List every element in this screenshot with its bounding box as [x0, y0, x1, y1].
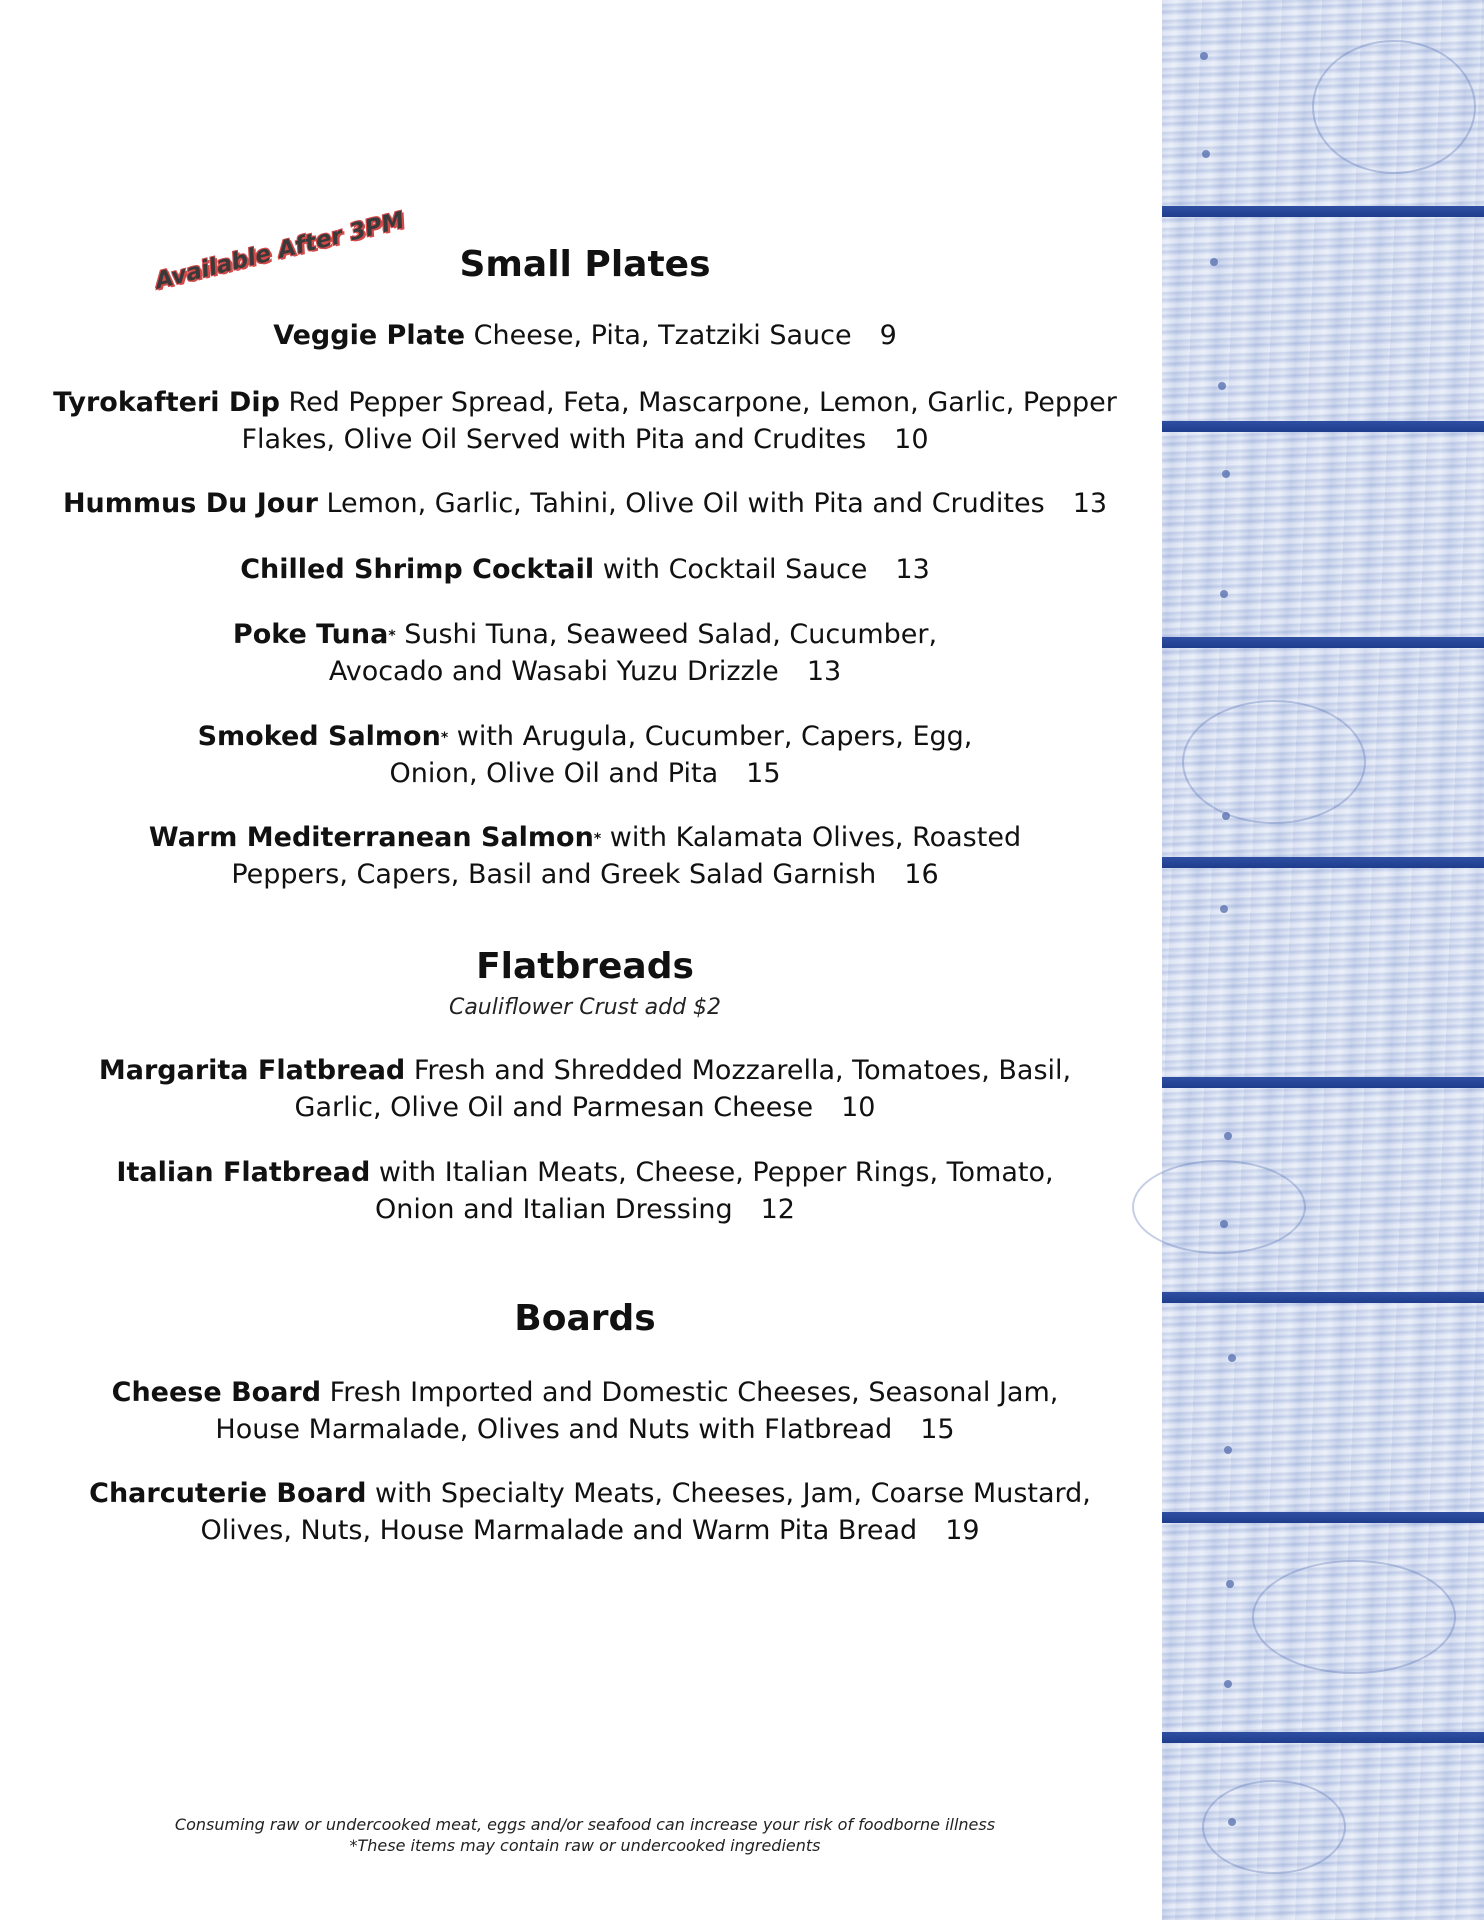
- plank-divider: [1162, 1292, 1484, 1303]
- item-name: Chilled Shrimp Cocktail: [240, 554, 595, 585]
- item-description: with Arugula, Cucumber, Capers, Egg, Onion, Olive Oil and Pita: [389, 721, 973, 789]
- item-description: Lemon, Garlic, Tahini, Olive Oil with Pita and Crudites: [317, 488, 1045, 519]
- item-price: 15: [746, 758, 781, 789]
- section-title-small-plates: Small Plates: [459, 244, 711, 285]
- item-name: Italian Flatbread: [116, 1157, 371, 1188]
- item-name: Poke Tuna: [232, 619, 389, 650]
- menu-item: [80, 1053, 1090, 1126]
- section-title-flatbreads: Flatbreads: [476, 946, 694, 987]
- item-price: 13: [806, 656, 842, 687]
- menu-item: [40, 318, 1130, 355]
- menu-item: [40, 486, 1130, 523]
- item-price: 9: [879, 320, 897, 351]
- plank-divider: [1162, 1732, 1484, 1743]
- menu-item: [85, 1476, 1095, 1549]
- item-description: with Italian Meats, Cheese, Pepper Rings, Tomato, Onion and Italian Dressing: [370, 1157, 1054, 1225]
- section-title-boards: Boards: [514, 1298, 656, 1339]
- item-name: Tyrokafteri Dip: [53, 387, 280, 418]
- plank-divider: [1162, 206, 1484, 217]
- item-price: 10: [894, 424, 929, 455]
- item-description: Fresh and Shredded Mozzarella, Tomatoes, Basil, Garlic, Olive Oil and Parmesan Cheese: [294, 1055, 1072, 1123]
- item-description: with Cocktail Sauce: [594, 554, 868, 585]
- item-name: Hummus Du Jour: [62, 488, 318, 519]
- menu-item: [110, 1155, 1060, 1228]
- footer-line-2: *These items may contain raw or undercooked ingredients: [349, 1836, 821, 1855]
- decorative-wood-panel: [1162, 0, 1484, 1920]
- available-after-3pm-stamp: Available After 3PM: [152, 207, 408, 295]
- plank-divider: [1162, 637, 1484, 648]
- plank-divider: [1162, 857, 1484, 868]
- plank-divider: [1162, 421, 1484, 432]
- menu-item: Smoked Salmon* with Arugula, Cucumber, Capers, Egg, Onion, Olive Oil and Pita 15: [197, 721, 973, 789]
- menu-item: Warm Mediterranean Salmon* with Kalamata Olives, Roasted Peppers, Capers, Basil and Greek Salad Garnish 16: [148, 822, 1022, 890]
- menu-item: [40, 385, 1130, 458]
- plank-divider: [1162, 1512, 1484, 1523]
- plank-divider: [1162, 1077, 1484, 1088]
- item-description: with Kalamata Olives, Roasted Peppers, Capers, Basil and Greek Salad Garnish: [231, 822, 1022, 890]
- item-name: Margarita Flatbread: [98, 1055, 406, 1086]
- item-price: 13: [895, 554, 930, 585]
- menu-item: [70, 1375, 1100, 1448]
- footer-line-1: Consuming raw or undercooked meat, eggs and/or seafood can increase your risk of foodborne illness: [174, 1815, 996, 1834]
- item-name: Charcuterie Board: [89, 1478, 367, 1509]
- item-description: Cheese, Pita, Tzatziki Sauce: [465, 320, 852, 351]
- menu-item: Poke Tuna* Sushi Tuna, Seaweed Salad, Cucumber, Avocado and Wasabi Yuzu Drizzle 13: [232, 619, 938, 687]
- item-description: Red Pepper Spread, Feta, Mascarpone, Lemon, Garlic, Pepper Flakes, Olive Oil Served with Pita and Crudites: [241, 387, 1117, 455]
- item-name: Smoked Salmon: [197, 721, 441, 752]
- item-name: Warm Mediterranean Salmon: [148, 822, 594, 853]
- menu-content: [40, 0, 1130, 1920]
- item-name: Veggie Plate: [273, 320, 466, 351]
- menu-item: [40, 552, 1130, 589]
- section-subtitle: Cauliflower Crust add $2: [448, 995, 722, 1020]
- item-price: 19: [945, 1515, 980, 1546]
- item-description: Fresh Imported and Domestic Cheeses, Seasonal Jam, House Marmalade, Olives and Nuts with Flatbread: [215, 1377, 1059, 1445]
- item-name: Cheese Board: [111, 1377, 322, 1408]
- item-description: Sushi Tuna, Seaweed Salad, Cucumber, Avocado and Wasabi Yuzu Drizzle: [328, 619, 938, 687]
- item-price: 16: [904, 859, 939, 890]
- item-price: 15: [920, 1414, 955, 1445]
- item-price: 12: [760, 1194, 795, 1225]
- footer-disclaimer: [40, 1814, 1130, 1856]
- item-price: 13: [1072, 488, 1108, 519]
- item-description: with Specialty Meats, Cheeses, Jam, Coarse Mustard, Olives, Nuts, House Marmalade and Warm Pita Bread: [200, 1478, 1091, 1546]
- item-price: 10: [841, 1092, 876, 1123]
